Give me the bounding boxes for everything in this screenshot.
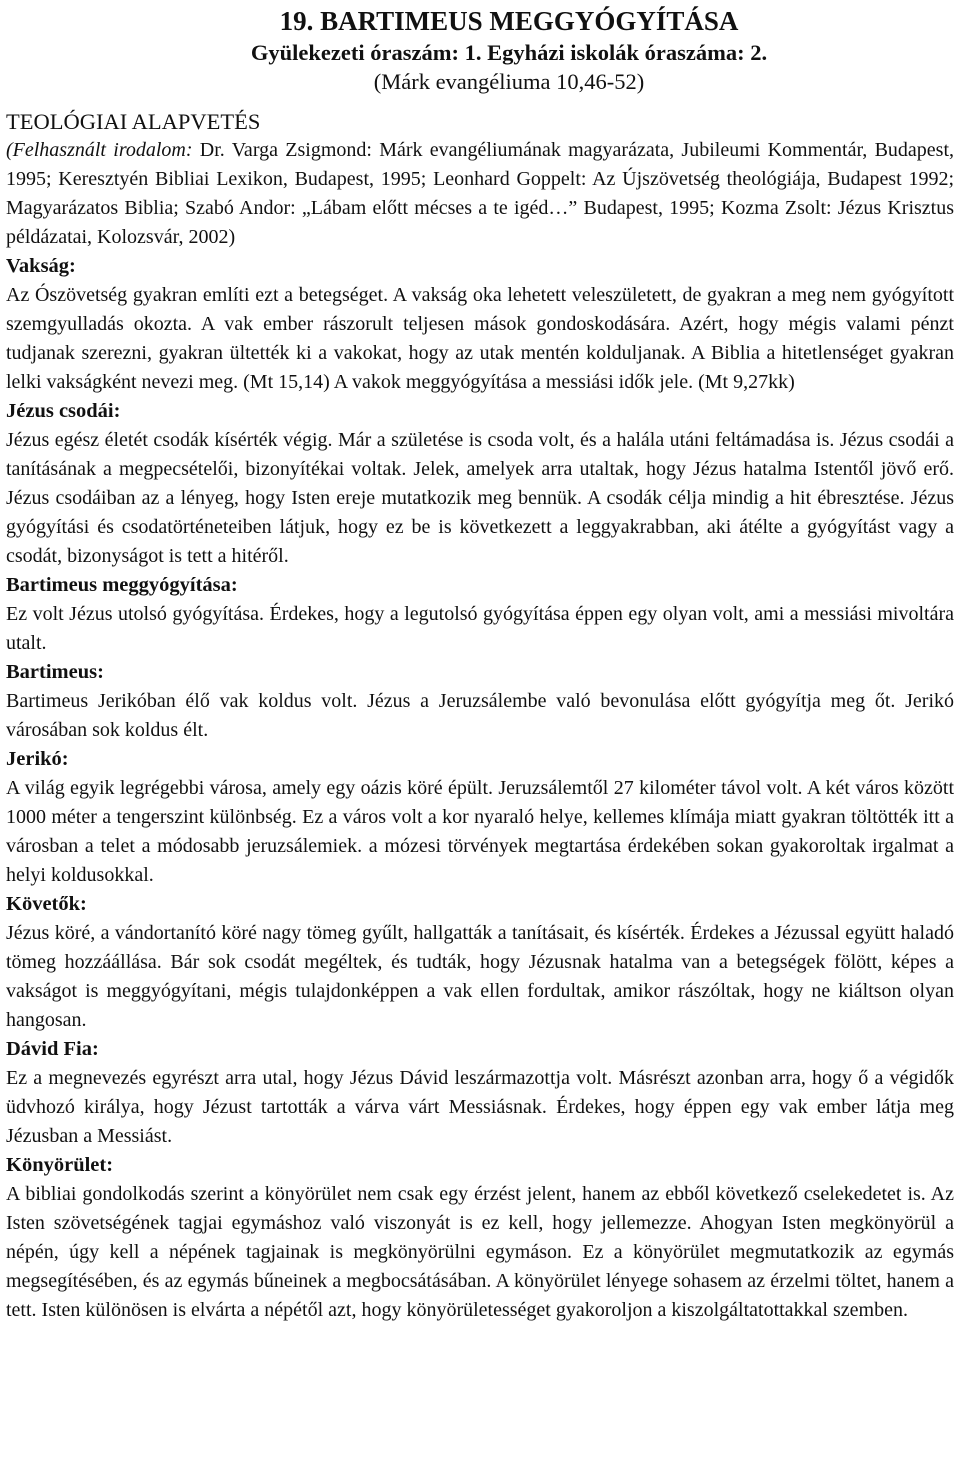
- section-heading-konyorulet: Könyörület:: [6, 1154, 114, 1176]
- section-heading-jezus-csodai: Jézus csodái:: [6, 400, 121, 422]
- theology-heading: TEOLÓGIAI ALAPVETÉS: [6, 109, 261, 134]
- section-text-jeriko: A világ egyik legrégebbi városa, amely egy oázis köré épült. Jeruzsálemtől 27 kilométer távol volt. A két város között 1000 méter a tengerszint különbség. Ez a város volt a kor nyaraló helye, kellemes klímája miatt gyakran töltötték itt a városban a telet a módosabb jeruzsálemiek. a mózesi törvények megtartása érdekében sokan gyakoroltak irgalmat a helyi koldusokkal.: [6, 777, 954, 886]
- literature-paragraph: [6, 136, 954, 252]
- section-heading-david-fia: Dávid Fia:: [6, 1038, 99, 1060]
- section-text-kovetok: Jézus köré, a vándortanító köré nagy tömeg gyűlt, hallgatták a tanításait, és kísérték. Érdekes a Jézussal együtt haladó tömeg hozzáállása. Bár sok csodát megéltek, és tudták, hogy Jézusnak hatalma van a betegségek fölött, képes a vakságot is meggyógyítani, mégis tulajdonképpen a vak ellen fordultak, amikor rászóltak, hogy ne kiáltson olyan hangosan.: [6, 922, 954, 1031]
- section-heading-jeriko: Jerikó:: [6, 748, 69, 770]
- document-page: [6, 4, 954, 1325]
- section-text-bartimeus-meggyogyitasa: Ez volt Jézus utolsó gyógyítása. Érdekes, hogy a legutolsó gyógyítása éppen egy olyan volt, ami a messiási mivoltára utalt.: [6, 603, 954, 654]
- section-text-konyorulet: A bibliai gondolkodás szerint a könyörület nem csak egy érzést jelent, hanem az ebből következő cselekedetet is. Az Isten szövetségének tagjai egymáshoz való viszonyát is ez kell, hogy jellemezze. Ahogyan Isten megkönyörül a népén, úgy kell a népének tagjainak is megkönyörülni egymáson. Ez a könyörület megmutatkozik az egymás megsegítésében, és az egymás bűneinek a megbocsátásában. A könyörület lényege sohasem az érzelmi töltet, hanem a tett. Isten különösen is elvárta a népétől azt, hogy könyörületességet gyakoroljon a kiszolgáltatottakkal szemben.: [6, 1183, 954, 1321]
- scripture-reference: (Márk evangéliuma 10,46-52): [373, 69, 645, 94]
- literature-text: Dr. Varga Zsigmond: Márk evangéliumának magyarázata, Jubileumi Kommentár, Budapest, 1995; Keresztyén Bibliai Lexikon, Budapest, 1995; Leonhard Goppelt: Az Újszövetség theológiája, Budapest 1992; Magyarázatos Biblia; Szabó Andor: „Lábam előtt mécses a te igéd…” Budapest, 1995; Kozma Zsolt: Jézus Krisztus példázatai, Kolozsvár, 2002): [6, 139, 955, 248]
- section-heading-kovetok: Követők:: [6, 893, 87, 915]
- section-heading-bartimeus-meggyogyitasa: Bartimeus meggyógyítása:: [6, 574, 238, 596]
- literature-label: (Felhasznált irodalom:: [6, 139, 193, 161]
- section-heading-bartimeus: Bartimeus:: [6, 661, 104, 683]
- section-text-bartimeus: Bartimeus Jerikóban élő vak koldus volt. Jézus a Jeruzsálembe való bevonulása előtt gyógyítja meg őt. Jerikó városában sok koldus élt.: [6, 690, 954, 741]
- section-text-vaksag: Az Ószövetség gyakran említi ezt a betegséget. A vakság oka lehetett veleszületett, de gyakran a meg nem gyógyított szemgyulladás okozta. A vak ember rászorult teljesen mások gondoskodására. Azért, hogy mégis valami pénzt tudjanak szerezni, gyakran ültették ki a vakokat, hogy az utak mentén kolduljanak. A Biblia a hitetlenséget gyakran lelki vakságként nevezi meg. (Mt 15,14) A vakok meggyógyítása a messiási idők jele. (Mt 9,27kk): [6, 284, 954, 393]
- section-text-jezus-csodai: Jézus egész életét csodák kísérték végig. Már a születése is csoda volt, és a halála utáni feltámadása is. Jézus csodái a tanításának a megpecsételői, bizonyítékai voltak. Jelek, amelyek arra utaltak, hogy Jézus hatalma Istentől jövő erő. Jézus csodáiban az a lényeg, hogy Isten ereje mutatkozik meg bennük. A csodák célja mindig a hit ébresztése. Jézus gyógyítási és csodatörténeteiben látjuk, hogy ez be is következett a leggyakrabban, aki átélte a gyógyítást vagy a csodát, bizonyságot is tett a hitéről.: [6, 429, 954, 567]
- section-heading-vaksag: Vakság:: [6, 255, 76, 277]
- lesson-title: 19. BARTIMEUS MEGGYÓGYÍTÁSA: [279, 6, 739, 36]
- lesson-hours: Gyülekezeti óraszám: 1. Egyházi iskolák óraszáma: 2.: [250, 40, 768, 65]
- section-text-david-fia: Ez a megnevezés egyrészt arra utal, hogy Jézus Dávid leszármazottja volt. Másrészt azonban arra, hogy ő a végidők üdvhozó királya, hogy Jézust tartották a várva várt Messiásnak. Érdekes, hogy éppen egy vak ember látja meg Jézusban a Messiást.: [6, 1067, 954, 1147]
